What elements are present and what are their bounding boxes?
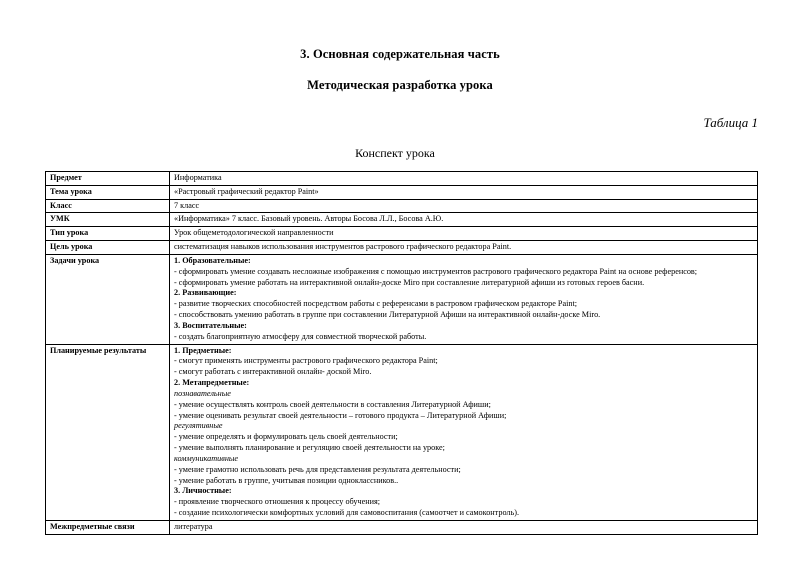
row-value-line: «Растровый графический редактор Paint» <box>174 186 319 196</box>
row-value-line: 3. Личностные: <box>174 486 232 496</box>
row-label-cell <box>46 254 170 344</box>
row-value-line: - сформировать умение создавать несложные изображения с помощью инструментов растрового графического редактора Paint на основе референсов; <box>174 266 698 276</box>
row-value-line: - умение работать в группе, учитывая позиции одноклассников.. <box>174 475 399 485</box>
row-label-cell <box>46 520 170 534</box>
row-value-line: 1. Образовательные: <box>174 255 251 265</box>
table-row <box>46 227 758 241</box>
table-label: Таблица 1 <box>703 115 758 130</box>
row-value-line: - проявление творческого отношения к процессу обучения; <box>174 497 381 507</box>
table-row <box>46 520 758 534</box>
row-value-cell <box>170 344 758 520</box>
row-value-cell <box>170 241 758 255</box>
table-title: Конспект урока <box>355 146 435 160</box>
row-label: Межпредметные связи <box>50 521 135 531</box>
row-value-line: литература <box>174 521 213 531</box>
row-value-line: регулятивные <box>174 421 223 431</box>
row-label-cell <box>46 344 170 520</box>
row-value-line: - умение выполнять планирование и регуляцию своей деятельности на уроке; <box>174 443 445 453</box>
row-label-cell <box>46 241 170 255</box>
table-row <box>46 185 758 199</box>
row-value-line: Информатика <box>174 173 222 182</box>
row-value-line: 2. Развивающие: <box>174 288 237 298</box>
row-value-line: - создание психологически комфортных условий для самовоспитания (самоотчет и самоконтроль). <box>174 508 520 518</box>
lesson-plan-table <box>45 171 758 535</box>
table-row <box>46 213 758 227</box>
row-value-line: 3. Воспитательные: <box>174 320 247 330</box>
row-value-line: - смогут работать с интерактивной онлайн- доской Miro. <box>174 367 372 377</box>
row-value-line: - умение грамотно использовать речь для представления результата деятельности; <box>174 464 461 474</box>
row-value-line: 1. Предметные: <box>174 345 232 355</box>
headings <box>0 0 800 161</box>
row-label: УМК <box>50 214 70 224</box>
row-value-cell <box>170 172 758 186</box>
row-value-cell <box>170 199 758 213</box>
row-label: Тема урока <box>50 186 92 196</box>
row-value-line: «Информатика» 7 класс. Базовый уровень. Авторы Босова Л.Л., Босова А.Ю. <box>174 214 444 224</box>
row-value-line: - умение определять и формулировать цель своей деятельности; <box>174 432 398 442</box>
row-label: Цель урока <box>50 242 93 252</box>
row-value-line: 7 класс <box>174 200 200 210</box>
row-label: Планируемые результаты <box>50 345 147 355</box>
row-value-line: познавательные <box>174 388 231 398</box>
row-value-line: - умение осуществлять контроль своей деятельности в составления Литературной Афиши; <box>174 399 491 409</box>
row-value-line: - развитие творческих способностей посредством работы с референсами в растровом графическом редакторе Paint; <box>174 299 578 309</box>
sub-heading: Методическая разработка урока <box>307 77 493 92</box>
row-value-line: коммуникативные <box>174 453 239 463</box>
row-label: Задачи урока <box>50 255 100 265</box>
row-value-line: - умение оценивать результат своей деятельности – готового продукта – Литературной Афиши; <box>174 410 507 420</box>
row-value-line: - сформировать умение работать на интерактивной онлайн-доске Miro при составление литературной афиши из готовых героев басни. <box>174 277 645 287</box>
row-value-line: систематизация навыков использования инструментов растрового графического редактора Paint. <box>174 242 512 252</box>
table-row <box>46 172 758 186</box>
row-value-line: - создать благоприятную атмосферу для совместной творческой работы. <box>174 331 427 341</box>
row-value-line: 2. Метапредметные: <box>174 378 250 388</box>
table-row <box>46 241 758 255</box>
table-row <box>46 254 758 344</box>
row-value-cell <box>170 520 758 534</box>
table-row <box>46 199 758 213</box>
table-body <box>46 172 758 535</box>
table-row <box>46 344 758 520</box>
row-value-line: - смогут применять инструменты растрового графического редактора Paint; <box>174 356 438 366</box>
row-value-line: Урок общеметодологической направленности <box>174 228 334 238</box>
row-value-cell <box>170 185 758 199</box>
table-container <box>0 171 800 535</box>
row-value-line: - способствовать умению работать в группе при составлении Литературной Афиши на интерактивной онлайн-доске Miro. <box>174 310 601 320</box>
row-label: Предмет <box>50 173 82 182</box>
row-label-cell <box>46 185 170 199</box>
row-label: Класс <box>50 200 72 210</box>
row-label-cell <box>46 172 170 186</box>
row-label-cell <box>46 213 170 227</box>
row-label-cell <box>46 227 170 241</box>
section-heading: 3. Основная содержательная часть <box>300 47 500 61</box>
row-label: Тип урока <box>50 228 89 238</box>
row-value-cell <box>170 227 758 241</box>
row-value-cell <box>170 213 758 227</box>
row-value-cell <box>170 254 758 344</box>
row-label-cell <box>46 199 170 213</box>
